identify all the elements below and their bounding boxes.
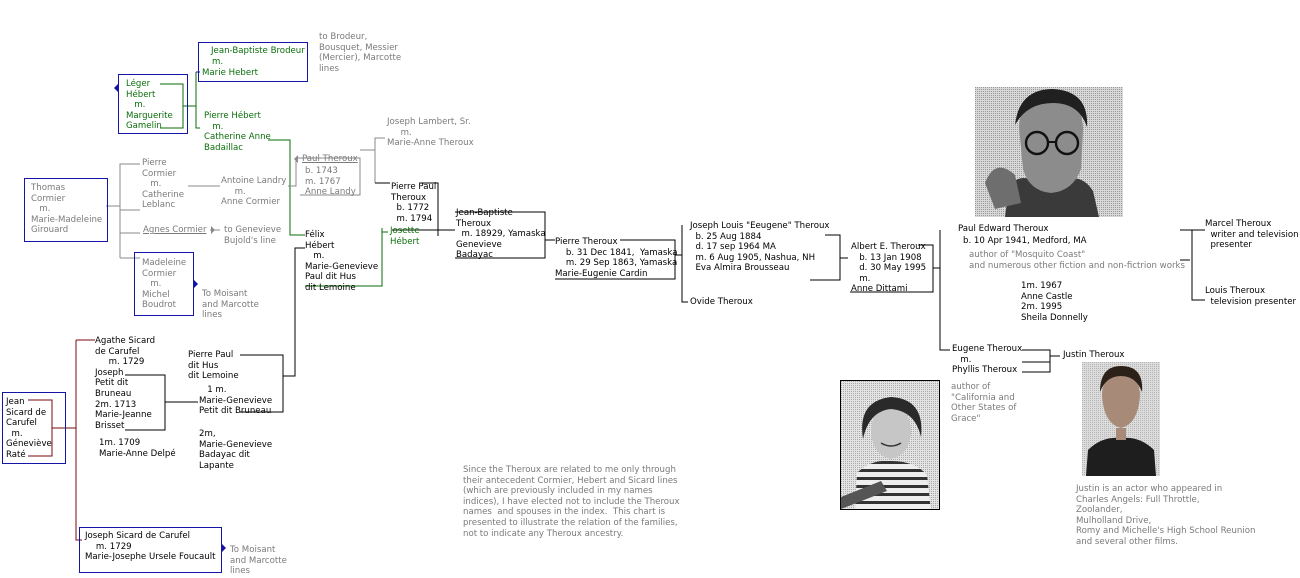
pierre-paul-dit-hus: Pierre Paul dit Hus dit Lemoine <box>188 350 239 382</box>
antoine-landry: Antoine Landry m. Anne Cormier <box>221 176 287 208</box>
brodeur-note: to Brodeur, Bousquet, Messier (Mercier), Marcotte lines <box>319 32 402 74</box>
phyllis-theroux-photo <box>840 380 940 510</box>
marcel-theroux: Marcel Theroux writer and television presenter <box>1205 219 1299 251</box>
louis-theroux: Louis Theroux television presenter <box>1205 286 1297 307</box>
agathe-first-marriage: 1m. 1709 Marie-Anne Delpé <box>99 438 176 459</box>
agathe-sicard: Agathe Sicard de Carufel m. 1729 Joseph Petit dit Bruneau 2m. 1713 Marie-Jeanne Brisset <box>95 336 156 431</box>
leger-left-arrow[interactable] <box>114 84 118 92</box>
brodeur-spouse[interactable]: Marie Hebert <box>202 68 259 78</box>
joseph-louis-theroux: Joseph Louis "Eeugene" Theroux b. 25 Aug 1884 d. 17 sep 1964 MA m. 6 Aug 1905, Nashua, NH Eva Almira Brousseau <box>690 221 830 274</box>
joseph-sicard-de-carufel[interactable]: Joseph Sicard de Carufel m. 1729 Marie-Josephe Ursele Foucault <box>85 531 216 563</box>
brodeur-marriage-mark: m. <box>212 57 224 67</box>
pierre-paul-theroux: Pierre Paul Theroux b. 1772 m. 1794 <box>391 182 437 224</box>
pierre-theroux: Pierre Theroux b. 31 Dec 1841, Yamaska m. 29 Sep 1863, Yamaska Marie-Eugenie Cardin <box>555 237 678 279</box>
albert-theroux: Albert E. Theroux b. 13 Jan 1908 d. 30 May 1995 m. Anne Dittami <box>851 242 927 295</box>
pierre-paul-dit-hus-second-marriage: 2m, Marie-Genevieve Badayac dit Lapante <box>199 429 273 471</box>
agnes-right-arrow[interactable] <box>211 226 215 234</box>
leger-hebert[interactable]: Léger Hébert m. Marguerite Gamelin <box>126 79 173 132</box>
ovide-theroux: Ovide Theroux <box>690 297 753 307</box>
madeleine-right-arrow[interactable] <box>194 280 198 288</box>
paul-edward-theroux-marriages: 1m. 1967 Anne Castle 2m. 1995 Sheila Donnelly <box>1021 281 1088 323</box>
madeleine-note: To Moisant and Marcotte lines <box>202 289 259 321</box>
agnes-note: to Genevieve Bujold's line <box>224 225 282 246</box>
jean-sicard-de-carufel[interactable]: Jean Sicard de Carufel m. Géneviève Raté <box>6 397 52 460</box>
pierre-cormier: Pierre Cormier m. Catherine Leblanc <box>142 158 185 211</box>
paul-theroux-link[interactable]: Paul Theroux <box>302 154 358 164</box>
phyllis-theroux-note: author of "California and Other States of Grace" <box>951 382 1017 424</box>
madeleine-cormier[interactable]: Madeleine Cormier m. Michel Boudrot <box>142 258 187 311</box>
justin-theroux-photo <box>1082 362 1160 476</box>
paul-edward-theroux-born: b. 10 Apr 1941, Medford, MA <box>963 236 1087 246</box>
thomas-cormier[interactable]: Thomas Cormier m. Marie-Madeleine Girouard <box>31 183 103 236</box>
pierre-hebert[interactable]: Pierre Hébert m. Catherine Anne Badaillac <box>204 111 271 153</box>
joseph-lambert: Joseph Lambert, Sr. m. Marie-Anne Theroux <box>387 117 474 149</box>
paul-edward-theroux-name: Paul Edward Theroux <box>958 224 1049 234</box>
felix-hebert: Félix Hébert m. Marie-Genevieve Paul dit Hus dit Lemoine <box>305 230 379 293</box>
paul-theroux-details: b. 1743 m. 1767 Anne Landy <box>305 166 356 198</box>
justin-theroux-note: Justin is an actor who appeared in Charles Angels: Full Throttle, Zoolander, Mulholland Drive, Romy and Michelle's High School Reunion and several other films. <box>1076 484 1256 547</box>
jean-baptiste-theroux: Jean-Baptiste Theroux m. 18929, Yamaska Genevieve Badayac <box>456 208 546 261</box>
joseph-sicard-note: To Moisant and Marcotte lines <box>230 545 287 577</box>
josette-hebert[interactable]: Josette Hébert <box>390 226 420 247</box>
eugene-theroux: Eugene Theroux m. Phyllis Theroux <box>952 344 1023 376</box>
justin-theroux-name: Justin Theroux <box>1063 350 1125 360</box>
paul-edward-theroux-note: author of "Mosquito Coast" and numerous other fiction and non-fictrion works <box>969 250 1185 271</box>
joseph-sicard-right-arrow[interactable] <box>222 544 226 552</box>
pierre-paul-dit-hus-first-marriage: 1 m. Marie-Genevieve Petit dit Bruneau <box>199 385 273 417</box>
paul-theroux-left-arrow[interactable] <box>294 155 298 163</box>
brodeur-name[interactable]: Jean-Baptiste Brodeur <box>211 46 305 56</box>
agnes-cormier-link[interactable]: Agnes Cormier <box>143 225 207 235</box>
explanation-text: Since the Theroux are related to me only through their antecedent Cormier, Hebert and Sicard lines (which are previously included in my names indices), I have elected not to include the Theroux names and spouses in the index. This chart is presented to illustrate the relation of the families, not to indicate any Theroux ancestry. <box>463 465 680 539</box>
paul-edward-theroux-photo <box>975 87 1123 217</box>
